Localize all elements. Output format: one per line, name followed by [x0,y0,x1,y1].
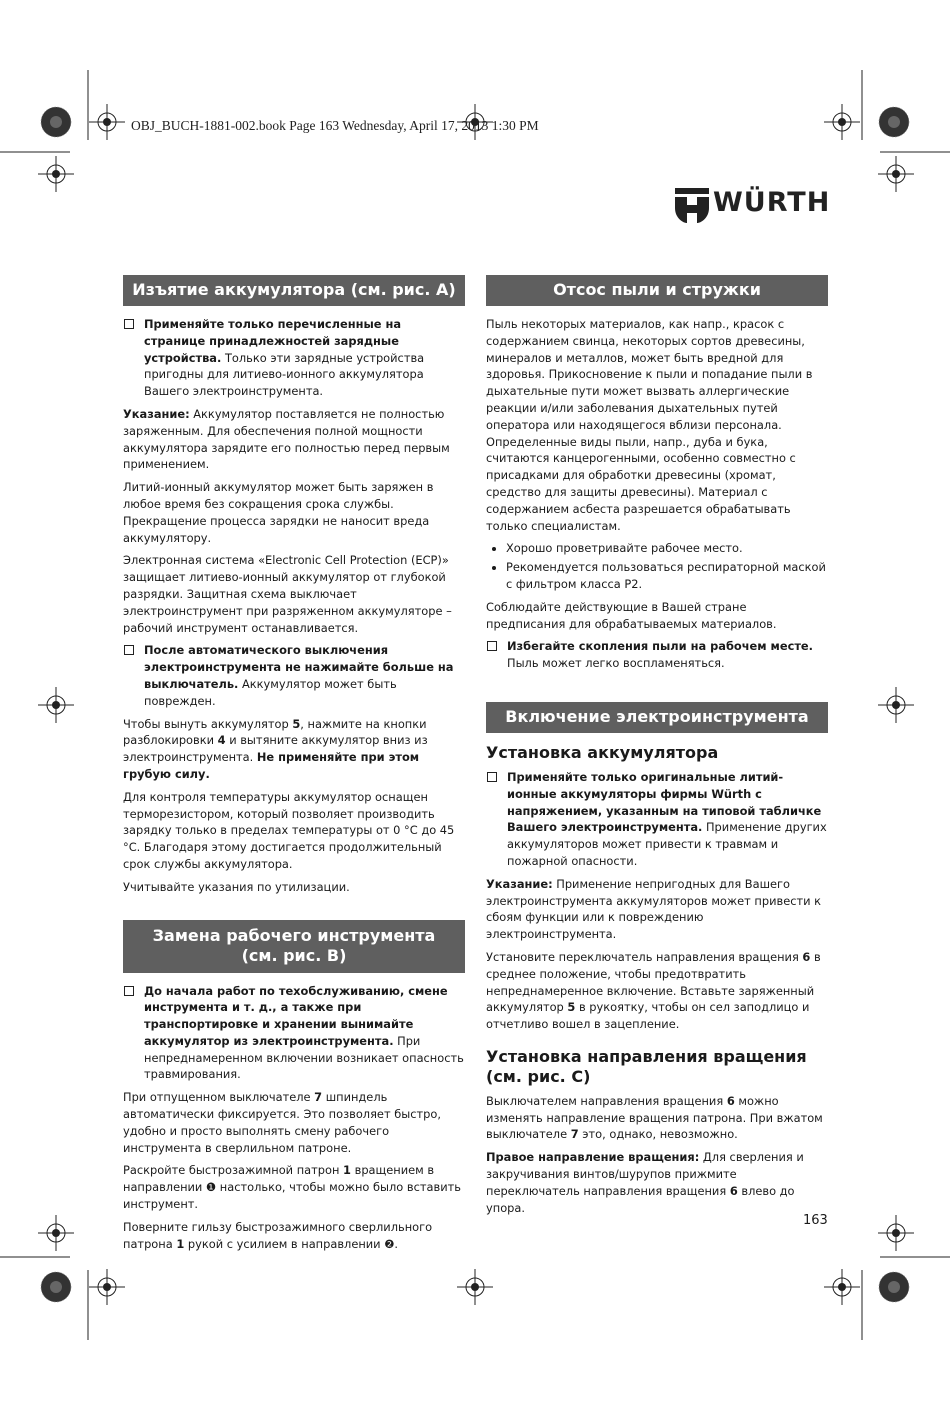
list-item: • Рекомендуется пользоваться респираторной маской с фильтром класса P2. [506,559,828,593]
note-paragraph: Указание: Применение непригодных для Вашего электроинструмента аккумуляторов может привести к сбоям функции или к повреждению электроинструмента. [486,876,822,942]
body-paragraph: Для контроля температуры аккумулятор оснащен терморезистором, который позволяет производить зарядку только в пределах температуры от 0 °C до 45 °C. Благодаря этому достигается продолжительный срок службы аккумулятора. [123,789,455,871]
section-header-dust-extraction: Отсос пыли и стружки [486,275,828,306]
wurth-logo-icon [675,188,709,224]
body-paragraph: Учитывайте указания по утилизации. [123,879,350,894]
wurth-logo [675,188,835,224]
right-column [486,275,828,1222]
body-paragraph: Пыль некоторых материалов, как напр., красок с содержанием свинца, некоторых сортов древесины, минералов и металлов, может быть вредной для здоровья. Прикосновение к пыли и попадание пыли в дыхательные пути может вызвать аллергические реакции и/или заболевания дыхательных путей оператора или находящегося вблизи персонала. [486,317,813,432]
bullet-list [486,540,828,592]
body-paragraph: Чтобы вынуть аккумулятор 5, нажмите на кнопки разблокировки 4 и вытяните аккумулятор вниз из электроинструмента. Не применяйте при этом грубую силу. [123,716,428,781]
section-header-starting-tool: Включение электроинструмента [486,702,828,733]
body-paragraph: Выключателем направления вращения 6 можно изменять направление вращения патрона. При вжатом выключателе 7 это, однако, невозможно. [486,1093,823,1142]
print-header: OBJ_BUCH-1881-002.book Page 163 Wednesday, April 17, 2013 1:30 PM [131,118,539,133]
section-header-tool-change: Замена рабочего инструмента (см. рис. B) [123,920,465,973]
body-paragraph: Поверните гильзу быстрозажимного сверлильного патрона 1 рукой с усилием в направлении ❷. [123,1219,433,1251]
body-paragraph: Раскройте быстрозажимной патрон 1 вращением в направлении ❶ настолько, чтобы можно было вставить инструмент. [123,1163,461,1212]
section-header-battery-removal: Изъятие аккумулятора (см. рис. A) [123,275,465,306]
body-paragraph: Электронная система «Electronic Cell Protection (ECP)» защищает литиево-ионный аккумулятор от глубокой разрядки. Защитная схема выключает электроинструмент при разряженном аккумуляторе – рабочий инструмент останавливается. [123,553,452,635]
checklist-item: Применяйте только оригинальные литий-ионные аккумуляторы фирмы Würth с напряжением, указанным на типовой табличке Вашего электроинструмента. Применение других аккумуляторов может привести к травмам и пожарной опасности. [486,769,828,870]
checklist-item: До начала работ по техобслуживанию, смене инструмента и т. д., а также при транспортировке и хранении вынимайте аккумулятор из электроинструмента. При непреднамеренном включении возникает опасность травмирования. [123,983,465,1084]
body-paragraph: Литий-ионный аккумулятор может быть заряжен в любое время без сокращения срока службы. Прекращение процесса зарядки не наносит вреда аккумулятору. [123,480,434,545]
subheading-battery-insert: Установка аккумулятора [486,742,719,762]
body-paragraph: Правое направление вращения: Для сверления и закручивания винтов/шурупов прижмите переключатель направления вращения 6 влево до упора. [486,1150,804,1215]
checklist-item: После автоматического выключения электроинструмента не нажимайте больше на выключатель. Аккумулятор может быть поврежден. [123,642,465,709]
checklist-item: Избегайте скопления пыли на рабочем месте. Пыль может легко воспламеняться. [486,638,828,672]
body-paragraph: Соблюдайте действующие в Вашей стране предписания для обрабатываемых материалов. [486,599,777,631]
list-item: • Хорошо проветривайте рабочее место. [506,540,828,557]
checklist-item: Применяйте только перечисленные на странице принадлежностей зарядные устройства. Только эти зарядные устройства пригодны для литиево-ионного аккумулятора Вашего электроинструмента. [123,316,465,400]
page-number: 163 [803,1213,828,1228]
note-paragraph: Указание: Аккумулятор поставляется не полностью заряженным. Для обеспечения полной мощности аккумулятора зарядите его полностью перед первым применением. [123,406,450,472]
subheading-rotation-direction: Установка направления вращения (см. рис. C) [486,1046,807,1086]
wurth-logo-text: WÜRTH [713,187,831,218]
body-paragraph: При отпущенном выключателе 7 шпиндель автоматически фиксируется. Это позволяет быстро, удобно и просто выполнять смену рабочего инструмента в сверлильном патроне. [123,1090,441,1155]
left-column [123,275,465,1258]
body-paragraph: Определенные виды пыли, напр., дуба и бука, считаются канцерогенными, особенно совместно с присадками для обработки древесины (хромат, средство для защиты древесины). Материал с содержанием асбеста разрешается обрабатывать только специалистам. [486,434,796,533]
body-paragraph: Установите переключатель направления вращения 6 в среднее положение, чтобы предотвратить непреднамеренное включение. Вставьте заряженный аккумулятор 5 в рукоятку, чтобы он сел заподлицо и отчетливо вошел в зацепление. [486,949,821,1032]
